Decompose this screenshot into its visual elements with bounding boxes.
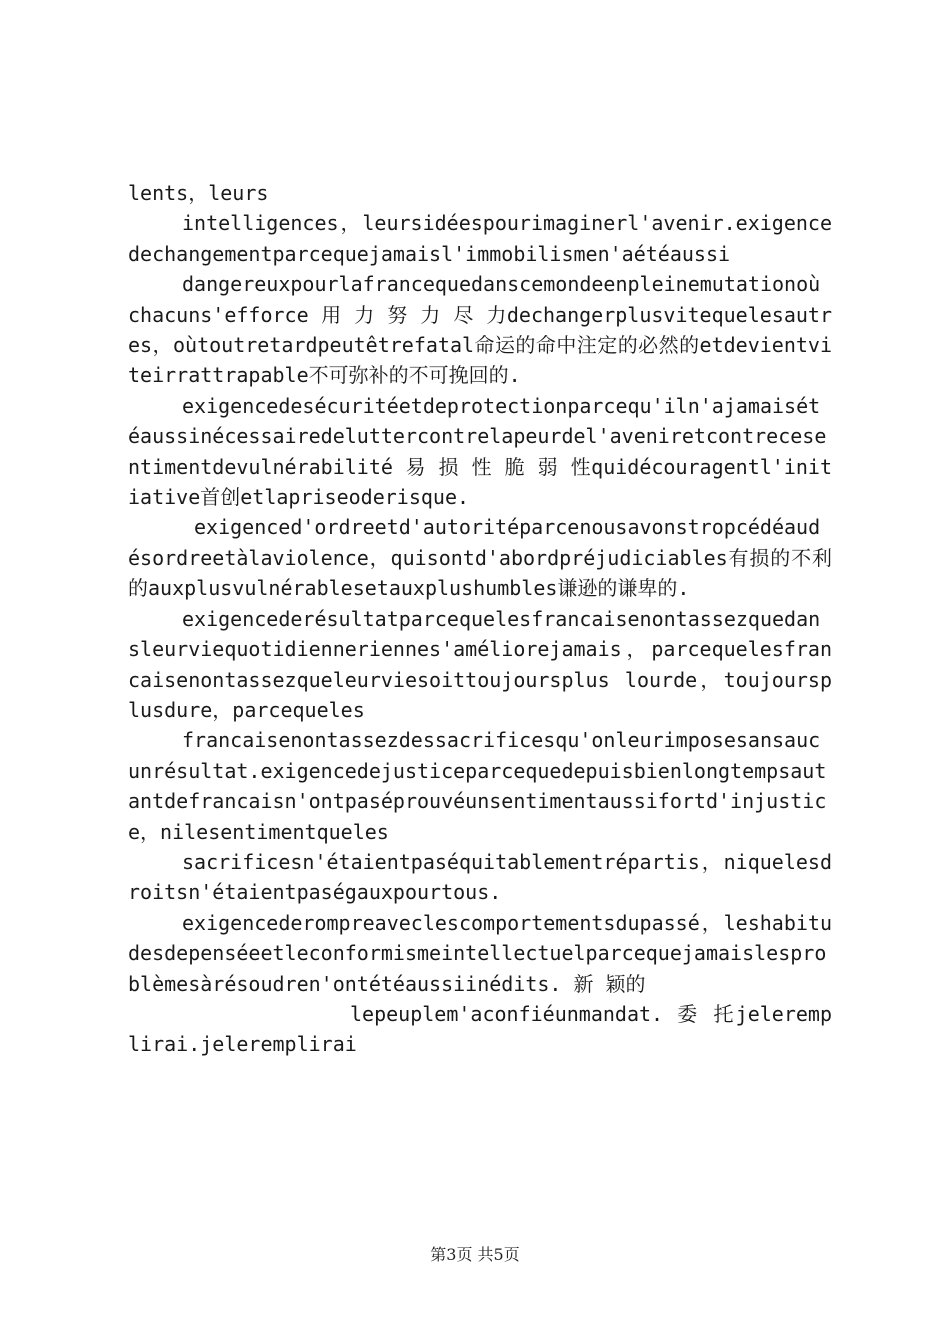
paragraph: exigencederésultatparcequelesfrancaisenontassezquedansleurviequotidienneriennes'améliorejamais，parcequelesfrancaisenontassezqueleurviesoittoujoursplus lourde，toujoursplusdure，parcequeles (128, 606, 832, 722)
page-footer (0, 1242, 950, 1265)
paragraph: sacrificesn'étaientpaséquitablementrépartis，niquelesdroitsn'étaientpaségauxpourtous. (128, 849, 832, 905)
paragraph: intelligences，leursidéespourimaginerl'avenir.exigencedechangementparcequejamaisl'immobilismen'aétéaussi (128, 211, 832, 266)
paragraph: exigenced'ordreetd'autoritéparcenousavonstropcédéaudésordreetàlaviolence，quisontd'abordpréjudiciables有损的不利的auxplusvulnérablesetauxplushumbles谦逊的谦卑的. (128, 515, 832, 601)
paragraph: dangereuxpourlafrancequedanscemondeenpleinemutationoùchacuns'efforce 用 力 努 力 尽 力dechangerplusvitequelesautres，oùtoutretardpeutêtrefatal命运的命中注定的必然的etdevientviteirrattrapable不可弥补的不可挽回的. (128, 272, 832, 388)
page-number-label: 第3页 共5页 (430, 1245, 520, 1264)
paragraph: lents，leurs (128, 181, 269, 205)
paragraph: exigencedesécuritéetdeprotectionparcequ'iln'ajamaisétéaussinécessairedeluttercontrelapeurdel'aveniretcontrecesentimentdevulnérabilité 易 损 性 脆 弱 性quidécouragentl'initiative首创etlapriseoderisque. (128, 393, 832, 510)
document-body (128, 178, 832, 1060)
paragraph: francaisenontassezdessacrificesqu'onleurimposesansaucunrésultat.exigencedejusticeparcequedepuisbienlongtempsautantdefrancaisn'ontpaséprouvéunsentimentaussifortd'injustice，nilesentimentqueles (128, 728, 827, 844)
paragraph: exigencederompreaveclescomportementsdupassé，leshabitudesdepenséeetleconformismeintellectuelparcequejamaislesproblèmesàrésoudren'ontétéaussiinédits. 新 颖的 (128, 910, 832, 996)
paragraph: lepeuplem'aconfiéunmandat. 委 托jeleremplirai.jeleremplirai (128, 1001, 832, 1057)
